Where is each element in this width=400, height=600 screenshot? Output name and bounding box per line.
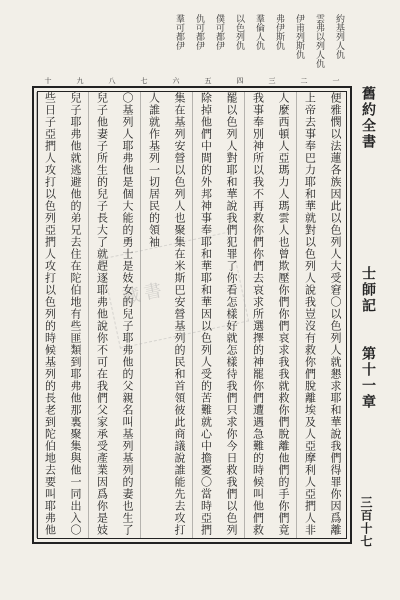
ruler-tick: 四 — [236, 77, 244, 85]
text-column: 人誰就作基列一切居民的領袖 — [140, 92, 167, 538]
ruler-tick: 一 — [332, 77, 340, 85]
ruler-tick: 三 — [268, 77, 276, 85]
chapter-name: 士師記 — [360, 266, 376, 314]
book-title: 舊約全書 — [360, 86, 376, 150]
header-note: 伊甫列斯仇 — [294, 14, 304, 59]
page-sidebar — [358, 86, 386, 554]
column-ruler — [32, 76, 352, 86]
header-note: 約基列人仇 — [334, 14, 344, 59]
book-page — [14, 14, 386, 562]
text-column: 上帝去事奉巴力耶和華就對以色列人說我豈沒有救你們脫離埃及人亞摩利人亞捫人非 — [296, 92, 323, 538]
text-column: 便雅憫以法蓮各族因此以色列人大受窘〇以色列人就懇求耶和華說我們得罪你因爲離 — [329, 92, 342, 536]
ruler-tick: 七 — [140, 77, 148, 85]
text-column: 我事奉別神所以我不再救你們你們去哀求所選擇的神罷你們遭遇急難的時候叫他們救 — [244, 92, 271, 538]
header-note: 羣可都伊 — [174, 14, 184, 50]
text-column: 兒子耶弗他就逃避他的弟兄去住在陀伯地有些匪類到耶弗他那裏聚集與他一同出入〇 — [69, 92, 82, 536]
ruler-tick: 六 — [172, 77, 180, 85]
text-column: 〇基列人耶弗他是個大能的勇士是妓女的兒子耶弗他的父親名叫基列基列的妻也生了 — [121, 92, 134, 536]
text-column: 罷以色列人對耶和華說我們犯罪了你看怎樣好就怎樣待我們只求你今日救我們以色列 — [225, 92, 238, 536]
page-number: 三百十七 — [359, 496, 373, 548]
header-note: 雲弗以列人仇 — [314, 14, 324, 68]
header-note: 仇可都伊 — [194, 14, 204, 50]
ruler-tick: 九 — [76, 77, 84, 85]
text-column: 人麼西頓人亞瑪力人瑪雲人也曾欺壓你們你們哀求我我就救你們脫離他們的手你們竟 — [277, 92, 290, 536]
ruler-tick: 十 — [44, 77, 52, 85]
header-notes — [84, 14, 344, 84]
stamp-text: 藏書 — [120, 279, 168, 309]
chapter-number: 第十一章 — [360, 346, 376, 410]
ruler-tick: 八 — [108, 77, 116, 85]
text-column: 集在基列安營以色列人也聚集在米斯巴安營基列的民和首領彼此商議說誰能先去攻打 — [173, 92, 186, 536]
ruler-tick: 五 — [204, 77, 212, 85]
header-note: 僕可都伊 — [214, 14, 224, 50]
text-column: 些日子亞捫人攻打以色列亞捫人攻打以色列的時候基列的長老到陀伯地去要叫耶弗他 — [36, 92, 63, 538]
ruler-tick: 二 — [300, 77, 308, 85]
header-note: 以色列仇 — [234, 14, 244, 50]
text-column: 除掉他們中間的外邦神事奉耶和華耶和華因以色列人受的苦難就心中擔憂〇當時亞捫 — [192, 92, 219, 538]
header-note: 羣倫人仇 — [254, 14, 264, 50]
text-column: 兒子他妻子所生的兒子長大了就趕逐耶弗他說你不可在我們父家承受產業因爲你是妓 — [88, 92, 115, 538]
header-note: 弗伊斯仇 — [274, 14, 284, 50]
